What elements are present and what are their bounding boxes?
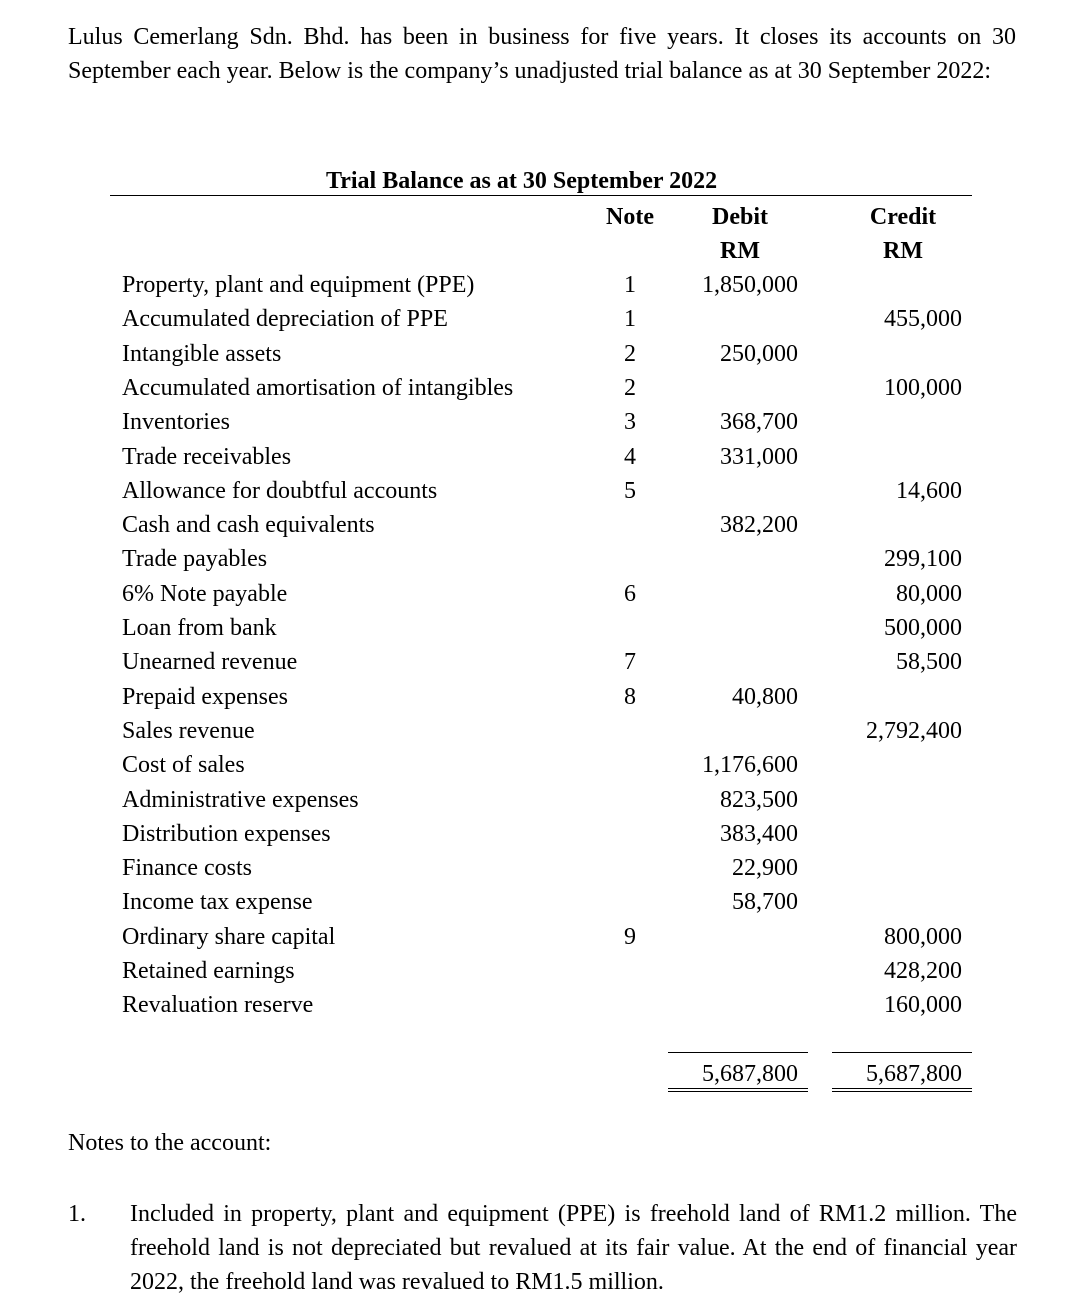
header-note: Note [606, 204, 654, 230]
header-debit: Debit [712, 204, 768, 230]
account-cell: Prepaid expenses [122, 683, 288, 710]
debit-total-double-rule [668, 1088, 808, 1092]
account-cell: Sales revenue [122, 717, 255, 744]
note-cell: 3 [624, 409, 636, 436]
credit-cell: 299,100 [884, 546, 962, 573]
table-row [0, 405, 1080, 439]
credit-cell: 100,000 [884, 374, 962, 401]
table-row [0, 268, 1080, 302]
account-cell: Inventories [122, 409, 230, 436]
table-row [0, 440, 1080, 474]
account-cell: Loan from bank [122, 615, 277, 641]
table-row [0, 474, 1080, 508]
table-row [0, 645, 1080, 679]
note-cell: 2 [624, 340, 636, 367]
table-row [0, 542, 1080, 576]
table-row [0, 302, 1080, 336]
debit-cell: 823,500 [720, 786, 798, 813]
account-cell: Retained earnings [122, 958, 295, 984]
table-row [0, 577, 1080, 611]
table-row [0, 885, 1080, 919]
debit-cell: 22,900 [732, 855, 798, 882]
note-cell: 9 [624, 923, 636, 950]
account-cell: Finance costs [122, 855, 252, 882]
credit-cell: 428,200 [884, 958, 962, 984]
debit-cell: 1,176,600 [702, 752, 798, 779]
debit-cell: 58,700 [732, 889, 798, 916]
note-cell: 8 [624, 683, 636, 710]
header-debit-unit: RM [720, 238, 760, 264]
table-row [0, 783, 1080, 817]
note-cell: 5 [624, 477, 636, 504]
account-cell: Accumulated depreciation of PPE [122, 306, 448, 333]
intro-paragraph: Lulus Cemerlang Sdn. Bhd. has been in business for five years. It closes its accounts on 30 September each year. Below is the company’s unadjusted trial balance as at 30 September 2022: [68, 24, 1016, 84]
table-row [0, 337, 1080, 371]
note-cell: 4 [624, 443, 636, 470]
account-cell: Intangible assets [122, 340, 282, 367]
note-cell: 1 [624, 306, 636, 333]
note-cell: 7 [624, 649, 636, 676]
note-cell: 2 [624, 374, 636, 401]
table-row [0, 817, 1080, 851]
account-cell: Unearned revenue [122, 649, 298, 676]
credit-cell: 455,000 [884, 306, 962, 333]
trial-balance-title: Trial Balance as at 30 September 2022 [326, 168, 718, 194]
table-row [0, 611, 1080, 645]
table-row [0, 920, 1080, 954]
credit-total: 5,687,800 [866, 1061, 962, 1087]
account-cell: Revaluation reserve [122, 992, 314, 1019]
table-row [0, 680, 1080, 714]
account-cell: Distribution expenses [122, 820, 331, 847]
note-1-number: 1. [68, 1201, 86, 1227]
table-row [0, 851, 1080, 885]
credit-cell: 58,500 [896, 649, 962, 676]
account-cell: 6% Note payable [122, 580, 288, 607]
account-cell: Trade receivables [122, 443, 292, 470]
account-cell: Property, plant and equipment (PPE) [122, 272, 475, 298]
credit-cell: 2,792,400 [866, 717, 962, 744]
table-row [0, 714, 1080, 748]
debit-cell: 383,400 [720, 820, 798, 847]
account-cell: Accumulated amortisation of intangibles [122, 374, 514, 401]
title-rule [110, 195, 972, 196]
table-row [0, 748, 1080, 782]
credit-cell: 500,000 [884, 615, 962, 641]
account-cell: Ordinary share capital [122, 923, 336, 950]
account-cell: Income tax expense [122, 889, 313, 916]
credit-cell: 800,000 [884, 923, 962, 950]
credit-cell: 14,600 [896, 477, 962, 504]
note-cell: 6 [624, 580, 636, 607]
credit-cell: 80,000 [896, 580, 962, 607]
debit-total-top-rule [668, 1052, 808, 1053]
credit-total-top-rule [832, 1052, 972, 1053]
debit-total: 5,687,800 [702, 1061, 798, 1087]
account-cell: Allowance for doubtful accounts [122, 477, 438, 504]
debit-cell: 368,700 [720, 409, 798, 436]
account-cell: Cash and cash equivalents [122, 512, 375, 539]
debit-cell: 40,800 [732, 683, 798, 710]
table-row [0, 954, 1080, 988]
debit-cell: 331,000 [720, 443, 798, 470]
table-row [0, 508, 1080, 542]
note-cell: 1 [624, 272, 636, 298]
account-cell: Trade payables [122, 546, 268, 573]
header-credit-unit: RM [883, 238, 923, 264]
table-row [0, 988, 1080, 1022]
debit-cell: 1,850,000 [702, 272, 798, 298]
table-row [0, 371, 1080, 405]
account-cell: Cost of sales [122, 752, 245, 779]
header-credit: Credit [869, 204, 937, 230]
account-cell: Administrative expenses [122, 786, 359, 813]
debit-cell: 250,000 [720, 340, 798, 367]
debit-cell: 382,200 [720, 512, 798, 539]
note-1-text: Included in property, plant and equipment (PPE) is freehold land of RM1.2 million. The freehold land is not depreciated but revalued at its fair value. At the end of financial year 2022, the freehold land was revalued to RM1.5 million. [130, 1201, 1017, 1295]
credit-cell: 160,000 [884, 992, 962, 1019]
notes-heading: Notes to the account: [68, 1130, 272, 1156]
credit-total-double-rule [832, 1088, 972, 1092]
